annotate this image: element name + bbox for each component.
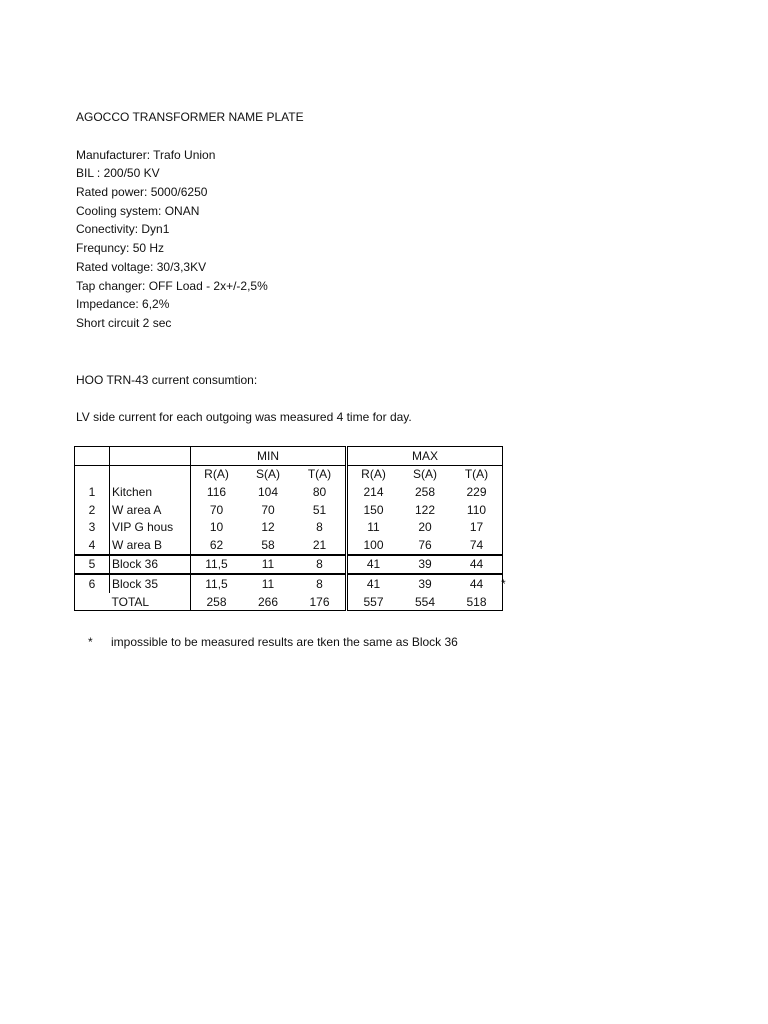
measurement-note: LV side current for each outgoing was measured 4 time for day. (76, 410, 412, 424)
column-header: T(A) (294, 465, 347, 483)
cell-min-t: 51 (294, 501, 347, 519)
table-row (75, 555, 503, 575)
cell-max-t: 44 (451, 574, 503, 593)
row-footnote-marker: * (501, 577, 506, 591)
cell-max-t: 44 (451, 555, 503, 575)
cell-min-r: 11,5 (191, 555, 243, 575)
cell-max-r: 100 (347, 536, 400, 555)
total-max-r: 557 (347, 593, 400, 611)
cell-max-r: 214 (363, 484, 384, 499)
cell-max-r: 11 (367, 520, 380, 535)
table-column-header-row (75, 465, 503, 483)
row-name: W area A (110, 501, 191, 519)
cell-min-r: 62 (191, 536, 243, 555)
table-header-blank (75, 447, 110, 466)
cell-min-t: 8 (294, 518, 347, 536)
cell-min-t: 8 (294, 574, 347, 593)
row-name: VIP G hous (110, 518, 191, 536)
cell-min-s: 11 (261, 576, 275, 591)
total-min-r: 258 (191, 593, 243, 611)
cell-max-s: 20 (418, 520, 432, 535)
cell-min-r: 11,5 (205, 576, 228, 591)
total-label: TOTAL (110, 593, 191, 611)
row-number: 5 (75, 555, 110, 575)
cell-max-t: 17 (451, 518, 503, 536)
total-row-blank (75, 593, 110, 611)
row-number: 1 (75, 483, 110, 501)
cell-min-t: 21 (294, 536, 347, 555)
table-group-header-row (75, 447, 503, 466)
column-header: S(A) (399, 465, 451, 483)
cell-max-r: 41 (366, 576, 381, 591)
cell-min-s: 12 (261, 520, 275, 535)
group-header-min: MIN (242, 447, 294, 466)
cell-min-s: 58 (242, 536, 294, 555)
cell-max-s: 39 (399, 555, 451, 575)
cell-max-s: 76 (399, 536, 451, 555)
row-number: 2 (75, 501, 110, 519)
nameplate-rated-power: Rated power: 5000/6250 (76, 185, 208, 199)
footnote-text: impossible to be measured results are tken the same as Block 36 (111, 635, 458, 649)
section-title: HOO TRN-43 current consumtion: (76, 373, 258, 387)
cell-min-s: 70 (261, 502, 275, 517)
row-number: 4 (75, 536, 110, 555)
total-max-s: 554 (399, 593, 451, 611)
header-spacer (191, 447, 243, 466)
cell-min-r: 70 (209, 502, 224, 517)
cell-min-r: 116 (206, 484, 227, 499)
nameplate-manufacturer: Manufacturer: Trafo Union (76, 148, 216, 162)
column-header: T(A) (451, 465, 503, 483)
table-row (75, 501, 503, 519)
footnote-marker: * (88, 635, 93, 649)
nameplate-cooling-system: Cooling system: ONAN (76, 204, 200, 218)
row-number: 6 (75, 574, 110, 593)
cell-min-r: 10 (209, 520, 224, 535)
table-row (75, 536, 503, 555)
current-consumption-table (74, 446, 503, 611)
header-spacer (294, 447, 347, 466)
column-header: S(A) (242, 465, 294, 483)
cell-min-t: 80 (294, 483, 347, 501)
column-header: R(A) (347, 465, 400, 483)
cell-max-t: 74 (451, 536, 503, 555)
table-header-blank (75, 465, 110, 483)
group-header-max: MAX (399, 447, 451, 466)
cell-max-s: 39 (418, 576, 432, 591)
row-name: Block 36 (110, 555, 191, 575)
header-spacer (451, 447, 503, 466)
nameplate-impedance: Impedance: 6,2% (76, 297, 170, 311)
total-min-t: 176 (294, 593, 347, 611)
cell-min-s: 11 (242, 555, 294, 575)
table-row (75, 518, 503, 536)
header-spacer (347, 447, 400, 466)
nameplate-tap-changer: Tap changer: OFF Load - 2x+/-2,5% (76, 279, 268, 293)
cell-min-s: 104 (257, 484, 279, 499)
cell-max-s: 258 (414, 484, 436, 499)
table-row (75, 483, 503, 501)
total-min-s: 266 (242, 593, 294, 611)
row-name: Block 35 (110, 574, 191, 593)
cell-max-r: 41 (347, 555, 400, 575)
table-header-blank (110, 465, 191, 483)
column-header: R(A) (191, 465, 243, 483)
document-title: AGOCCO TRANSFORMER NAME PLATE (76, 110, 304, 124)
cell-max-t: 110 (451, 501, 503, 519)
nameplate-connectivity: Conectivity: Dyn1 (76, 222, 170, 236)
nameplate-bil: BIL : 200/50 KV (76, 166, 160, 180)
nameplate-short-circuit: Short circuit 2 sec (76, 316, 172, 330)
nameplate-frequency: Frequncy: 50 Hz (76, 241, 165, 255)
row-number: 3 (75, 518, 110, 536)
row-name: Kitchen (110, 483, 191, 501)
cell-min-t: 8 (294, 555, 347, 575)
cell-max-t: 229 (451, 483, 503, 501)
cell-max-r: 150 (363, 502, 384, 517)
row-name: W area B (110, 536, 191, 555)
total-row (75, 593, 503, 611)
nameplate-rated-voltage: Rated voltage: 30/3,3KV (76, 260, 207, 274)
table-row (75, 574, 503, 593)
table-header-blank (110, 447, 191, 466)
total-max-t: 518 (451, 593, 503, 611)
cell-max-s: 122 (414, 502, 436, 517)
